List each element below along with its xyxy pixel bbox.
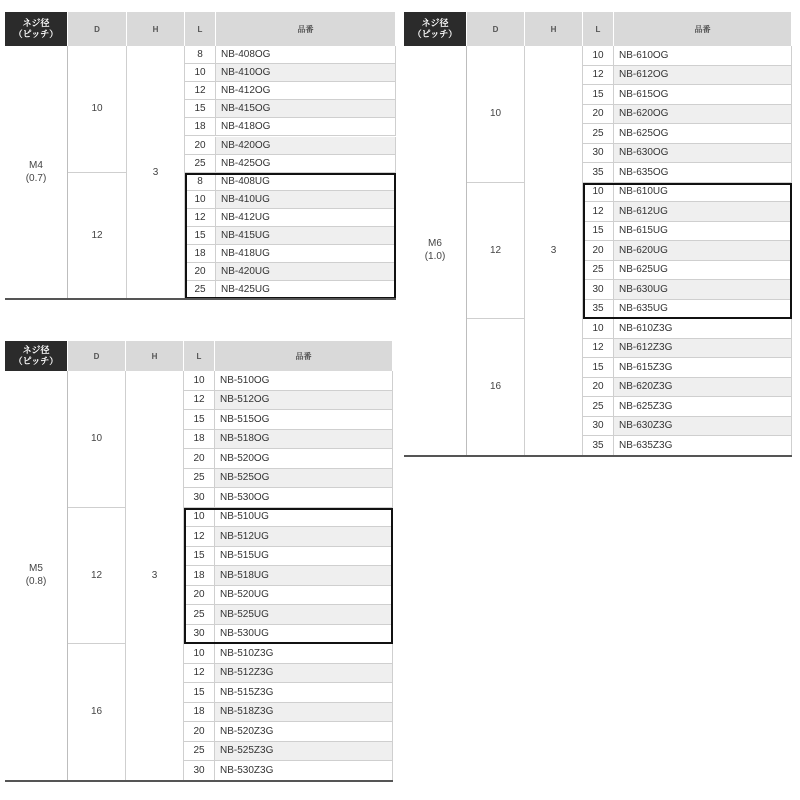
m5-spec-table: [5, 341, 393, 781]
part-number-cell: NB-520Z3G: [215, 722, 393, 742]
pitch-header: [404, 12, 467, 46]
thread-pitch: (1.0): [424, 251, 446, 263]
length-cell: 25: [583, 124, 614, 144]
h-header: H: [126, 341, 184, 371]
part-number-cell: NB-525Z3G: [215, 742, 393, 762]
part-number-cell: NB-525UG: [215, 605, 393, 625]
part-number-cell: NB-410UG: [216, 191, 396, 209]
length-cell: 30: [184, 488, 215, 508]
part-number-cell: NB-625Z3G: [614, 397, 792, 417]
part-number-cell: NB-630OG: [614, 144, 792, 164]
length-cell: 20: [583, 241, 614, 261]
h-value-cell: 3: [525, 46, 583, 456]
length-cell: 15: [583, 358, 614, 378]
length-cell: 20: [184, 449, 215, 469]
length-cell: 10: [583, 183, 614, 203]
part-number-cell: NB-425OG: [216, 155, 396, 173]
length-cell: 12: [185, 82, 216, 100]
part-number-cell: NB-520OG: [215, 449, 393, 469]
part-number-cell: NB-620UG: [614, 241, 792, 261]
part-number-cell: NB-630UG: [614, 280, 792, 300]
d-value-cell: 16: [68, 644, 126, 781]
d-value-cell: 10: [68, 371, 126, 508]
d-value-cell: 12: [467, 183, 525, 320]
thread-size: M6: [428, 238, 442, 250]
length-cell: 35: [583, 163, 614, 183]
length-cell: 20: [185, 137, 216, 155]
part-number-cell: NB-615Z3G: [614, 358, 792, 378]
part-number-cell: NB-610Z3G: [614, 319, 792, 339]
d-value-cell: 10: [467, 46, 525, 183]
length-cell: 20: [185, 263, 216, 281]
length-cell: 8: [185, 46, 216, 64]
length-cell: 25: [184, 605, 215, 625]
part-number-header: 品番: [215, 341, 393, 371]
part-number-cell: NB-510OG: [215, 371, 393, 391]
part-number-cell: NB-615OG: [614, 85, 792, 105]
part-number-cell: NB-412UG: [216, 209, 396, 227]
d-header: D: [68, 12, 127, 46]
part-number-cell: NB-510Z3G: [215, 644, 393, 664]
length-cell: 15: [184, 683, 215, 703]
part-number-cell: NB-408UG: [216, 173, 396, 191]
length-cell: 25: [184, 742, 215, 762]
length-cell: 10: [184, 371, 215, 391]
length-cell: 25: [583, 397, 614, 417]
part-number-cell: NB-612UG: [614, 202, 792, 222]
thread-pitch: (0.7): [25, 173, 47, 185]
length-cell: 12: [184, 664, 215, 684]
part-number-cell: NB-420UG: [216, 263, 396, 281]
length-cell: 30: [583, 144, 614, 164]
part-number-cell: NB-515Z3G: [215, 683, 393, 703]
part-number-cell: NB-635Z3G: [614, 436, 792, 456]
pitch-header: [5, 12, 68, 46]
length-cell: 20: [583, 105, 614, 125]
part-number-cell: NB-620OG: [614, 105, 792, 125]
part-number-cell: NB-610UG: [614, 183, 792, 203]
length-cell: 10: [184, 508, 215, 528]
part-number-cell: NB-630Z3G: [614, 417, 792, 437]
length-cell: 10: [185, 64, 216, 82]
length-cell: 12: [184, 527, 215, 547]
length-cell: 30: [184, 761, 215, 781]
length-cell: 30: [184, 625, 215, 645]
pitch-header-line2: （ピッチ）: [13, 29, 59, 39]
d-value-cell: 10: [68, 46, 127, 173]
part-number-cell: NB-515UG: [215, 547, 393, 567]
thread-pitch: (0.8): [25, 576, 47, 588]
length-cell: 12: [583, 339, 614, 359]
part-number-cell: NB-512Z3G: [215, 664, 393, 684]
length-cell: 12: [184, 391, 215, 411]
d-header: D: [68, 341, 126, 371]
thread-size: M5: [29, 563, 43, 575]
part-number-header: 品番: [216, 12, 396, 46]
length-cell: 10: [185, 191, 216, 209]
part-number-cell: NB-530UG: [215, 625, 393, 645]
h-header: H: [525, 12, 583, 46]
length-cell: 20: [184, 722, 215, 742]
length-cell: 18: [185, 118, 216, 136]
length-cell: 15: [583, 222, 614, 242]
h-header: H: [127, 12, 185, 46]
part-number-header: 品番: [614, 12, 792, 46]
part-number-cell: NB-408OG: [216, 46, 396, 64]
table-bottom-line: [404, 455, 792, 457]
length-cell: 12: [583, 202, 614, 222]
d-header: D: [467, 12, 525, 46]
part-number-cell: NB-510UG: [215, 508, 393, 528]
table-bottom-line: [5, 780, 393, 782]
length-cell: 10: [583, 46, 614, 66]
m4-spec-table: [5, 12, 396, 299]
length-cell: 15: [185, 100, 216, 118]
d-value-cell: 12: [68, 173, 127, 300]
length-cell: 20: [184, 586, 215, 606]
length-cell: 30: [583, 417, 614, 437]
length-cell: 20: [583, 378, 614, 398]
l-header: L: [184, 341, 215, 371]
length-cell: 30: [583, 280, 614, 300]
part-number-cell: NB-635UG: [614, 300, 792, 320]
part-number-cell: NB-425UG: [216, 281, 396, 299]
length-cell: 25: [184, 469, 215, 489]
part-number-cell: NB-410OG: [216, 64, 396, 82]
length-cell: 18: [184, 566, 215, 586]
length-cell: 18: [184, 703, 215, 723]
length-cell: 8: [185, 173, 216, 191]
part-number-cell: NB-418OG: [216, 118, 396, 136]
part-number-cell: NB-515OG: [215, 410, 393, 430]
length-cell: 18: [184, 430, 215, 450]
length-cell: 15: [184, 547, 215, 567]
part-number-cell: NB-625OG: [614, 124, 792, 144]
length-cell: 18: [185, 245, 216, 263]
part-number-cell: NB-615UG: [614, 222, 792, 242]
length-cell: 25: [583, 261, 614, 281]
part-number-cell: NB-415OG: [216, 100, 396, 118]
part-number-cell: NB-635OG: [614, 163, 792, 183]
pitch-header-line2: （ピッチ）: [412, 29, 458, 39]
thread-size-cell: [5, 371, 68, 781]
length-cell: 25: [185, 281, 216, 299]
pitch-header-line1: ネジ径: [22, 345, 50, 355]
length-cell: 10: [583, 319, 614, 339]
length-cell: 12: [583, 66, 614, 86]
pitch-header: [5, 341, 68, 371]
l-header: L: [583, 12, 614, 46]
thread-size: M4: [29, 160, 43, 172]
length-cell: 15: [184, 410, 215, 430]
part-number-cell: NB-512UG: [215, 527, 393, 547]
part-number-cell: NB-620Z3G: [614, 378, 792, 398]
h-value-cell: 3: [126, 371, 184, 781]
length-cell: 15: [185, 227, 216, 245]
part-number-cell: NB-420OG: [216, 137, 396, 155]
h-value-cell: 3: [127, 46, 185, 299]
part-number-cell: NB-418UG: [216, 245, 396, 263]
thread-size-cell: [404, 46, 467, 456]
m6-spec-table: [404, 12, 792, 456]
part-number-cell: NB-518Z3G: [215, 703, 393, 723]
l-header: L: [185, 12, 216, 46]
part-number-cell: NB-412OG: [216, 82, 396, 100]
part-number-cell: NB-520UG: [215, 586, 393, 606]
part-number-cell: NB-415UG: [216, 227, 396, 245]
length-cell: 10: [184, 644, 215, 664]
part-number-cell: NB-625UG: [614, 261, 792, 281]
length-cell: 35: [583, 436, 614, 456]
part-number-cell: NB-512OG: [215, 391, 393, 411]
length-cell: 25: [185, 155, 216, 173]
part-number-cell: NB-518OG: [215, 430, 393, 450]
part-number-cell: NB-530OG: [215, 488, 393, 508]
part-number-cell: NB-612OG: [614, 66, 792, 86]
length-cell: 35: [583, 300, 614, 320]
pitch-header-line1: ネジ径: [421, 18, 449, 28]
pitch-header-line2: （ピッチ）: [13, 356, 59, 366]
part-number-cell: NB-612Z3G: [614, 339, 792, 359]
d-value-cell: 16: [467, 319, 525, 456]
length-cell: 12: [185, 209, 216, 227]
part-number-cell: NB-530Z3G: [215, 761, 393, 781]
pitch-header-line1: ネジ径: [22, 18, 50, 28]
part-number-cell: NB-518UG: [215, 566, 393, 586]
part-number-cell: NB-610OG: [614, 46, 792, 66]
part-number-cell: NB-525OG: [215, 469, 393, 489]
table-bottom-line: [5, 298, 396, 300]
length-cell: 15: [583, 85, 614, 105]
d-value-cell: 12: [68, 508, 126, 645]
thread-size-cell: [5, 46, 68, 299]
